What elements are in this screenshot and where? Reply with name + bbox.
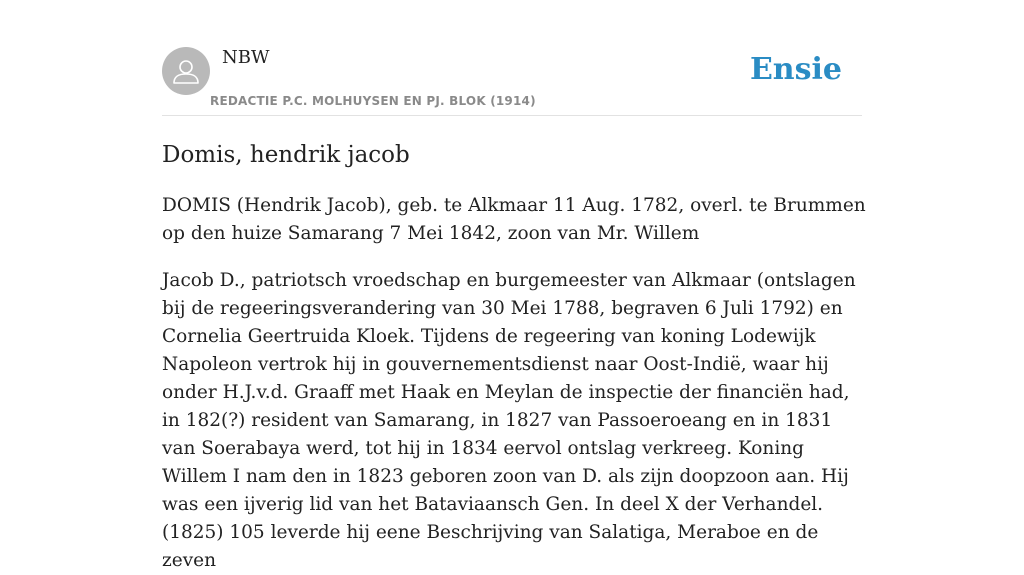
avatar[interactable] bbox=[162, 47, 210, 95]
article-paragraph: Jacob D., patriotsch vroedschap en burgemeester van Alkmaar (ontslagen bij de regeeringsverandering van 30 Mei 1788, begraven 6 Juli 1792) en Cornelia Geertruida Kloek. Tijdens de regeering van koning Lodewijk Napoleon vertrok hij in gouvernementsdienst naar Oost-Indië, waar hij onder H.J.v.d. Graaff met Haak en Meylan de inspectie der financiën had, in 182(?) resident van Samarang, in 1827 van Passoeroeang en in 1831 van Soerabaya werd, tot hij in 1834 eervol ontslag verkreeg. Koning Willem I nam den in 1823 geboren zoon van D. als zijn doopzoon aan. Hij was een ijverig lid van het Bataviaansch Gen. In deel X der Verhandel. (1825) 105 leverde hij eene Beschrijving van Salatiga, Meraboe en de zeven bbox=[162, 270, 856, 571]
article-paragraph: DOMIS (Hendrik Jacob), geb. te Alkmaar 11 Aug. 1782, overl. te Brummen op den huize Samarang 7 Mei 1842, zoon van Mr. Willem bbox=[162, 195, 866, 244]
page-container bbox=[162, 0, 866, 571]
user-icon bbox=[162, 47, 210, 95]
source-subtitle: REDACTIE P.C. MOLHUYSEN EN PJ. BLOK (1914) bbox=[210, 94, 536, 108]
article-title: Domis, hendrik jacob bbox=[162, 142, 410, 168]
brand-logo[interactable]: Ensie bbox=[749, 52, 842, 87]
source-header bbox=[162, 0, 862, 116]
source-name[interactable]: NBW bbox=[222, 47, 270, 68]
